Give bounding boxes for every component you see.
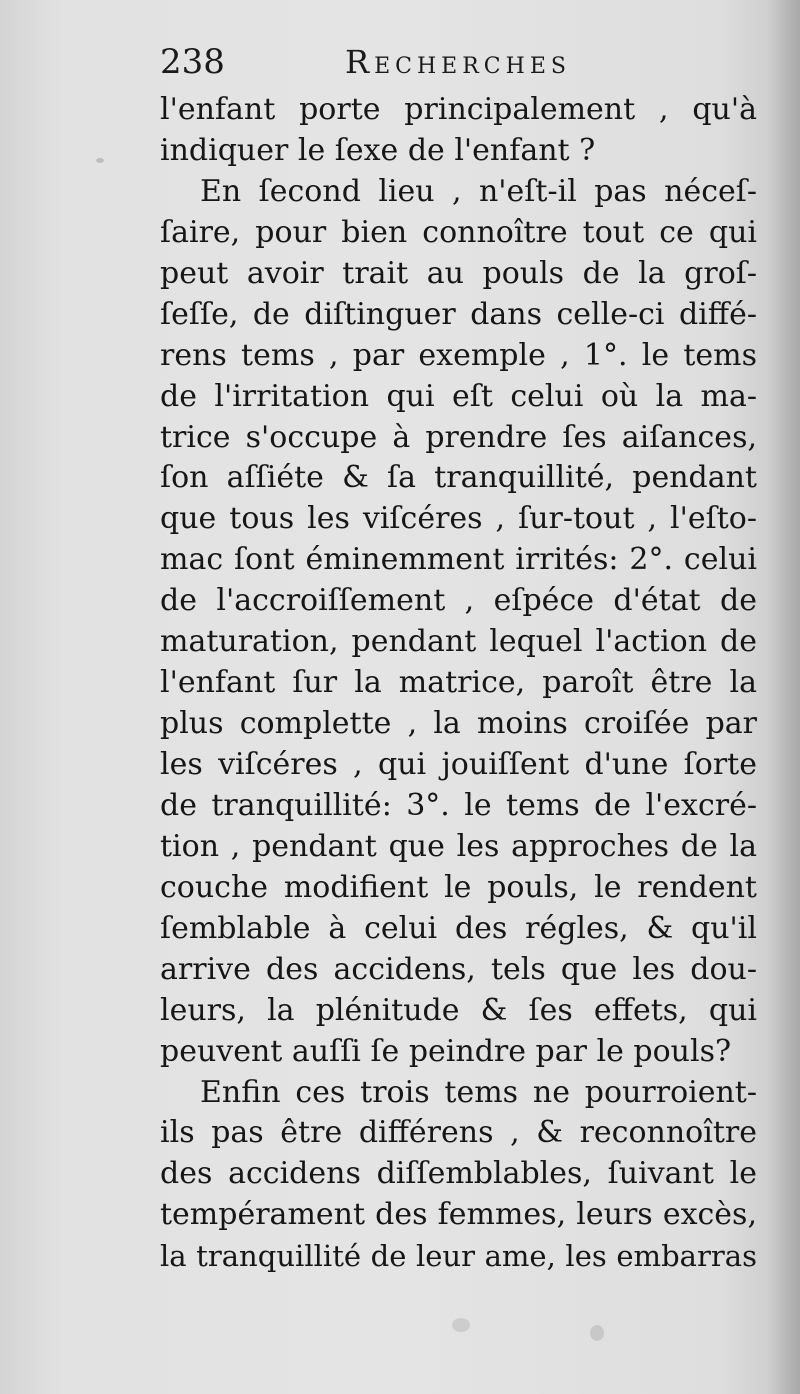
text-line: ſemblable à celui des régles, & qu'il	[160, 910, 757, 946]
text-line: rens tems , par exemple , 1°. le tems	[160, 337, 757, 373]
text-line: maturation, pendant lequel l'action de	[160, 624, 757, 660]
text-line: des accidens diſſemblables, ſuivant le	[160, 1156, 757, 1192]
page-number: 238	[160, 42, 225, 82]
text-line: l'enfant porte principalement , qu'à	[160, 92, 757, 127]
text-line: que tous les viſcéres , ſur-tout , l'eſto-	[160, 501, 757, 537]
ink-smudge	[590, 1325, 604, 1341]
text-line: trice s'occupe à prendre ſes aiſances,	[160, 419, 757, 455]
ink-smudge	[452, 1318, 470, 1332]
text-line: plus complette , la moins croiſée par	[160, 706, 757, 742]
text-line: ils pas être différens , & reconnoître	[160, 1115, 757, 1151]
page-header	[160, 40, 600, 84]
text-line: tempérament des femmes, leurs excès,	[160, 1197, 757, 1233]
text-line: ſeſſe, de diſtinguer dans celle-ci diffé-	[160, 296, 757, 332]
text-line: ſon aſſiéte & ſa tranquillité, pendant	[160, 460, 757, 496]
text-line: arrive des accidens, tels que les dou-	[160, 951, 757, 987]
text-line: de l'accroiſſement , eſpéce d'état de	[160, 583, 757, 619]
text-line: ſaire, pour bien connoître tout ce qui	[160, 214, 757, 250]
text-line: peuvent auſſi ſe peindre par le pouls?	[160, 1033, 732, 1069]
text-line: de l'irritation qui eſt celui où la ma-	[160, 378, 757, 414]
text-line: peut avoir trait au pouls de la groſ-	[160, 255, 757, 291]
running-head: Recherches	[345, 43, 571, 81]
text-line: Enfin ces trois tems ne pourroient-	[200, 1074, 757, 1110]
ink-smudge	[96, 158, 104, 163]
text-line: indiquer le ſexe de l'enfant ?	[160, 132, 596, 168]
text-line: les viſcéres , qui jouiſſent d'une ſorte	[160, 747, 757, 782]
text-line: de tranquillité: 3°. le tems de l'excré-	[160, 787, 757, 823]
text-line: l'enfant ſur la matrice, paroît être la	[160, 665, 757, 701]
text-line: leurs, la plénitude & ſes effets, qui	[160, 992, 757, 1028]
text-line: la tranquillité de leur ame, les embarras	[160, 1239, 757, 1274]
text-line: tion , pendant que les approches de la	[160, 828, 757, 864]
text-line: couche modifient le pouls, le rendent	[160, 869, 757, 905]
text-line: En ſecond lieu , n'eſt-il pas néceſ-	[200, 173, 757, 209]
text-line: mac ſont éminemment irrités: 2°. celui	[160, 542, 757, 578]
body-text	[160, 90, 757, 1277]
